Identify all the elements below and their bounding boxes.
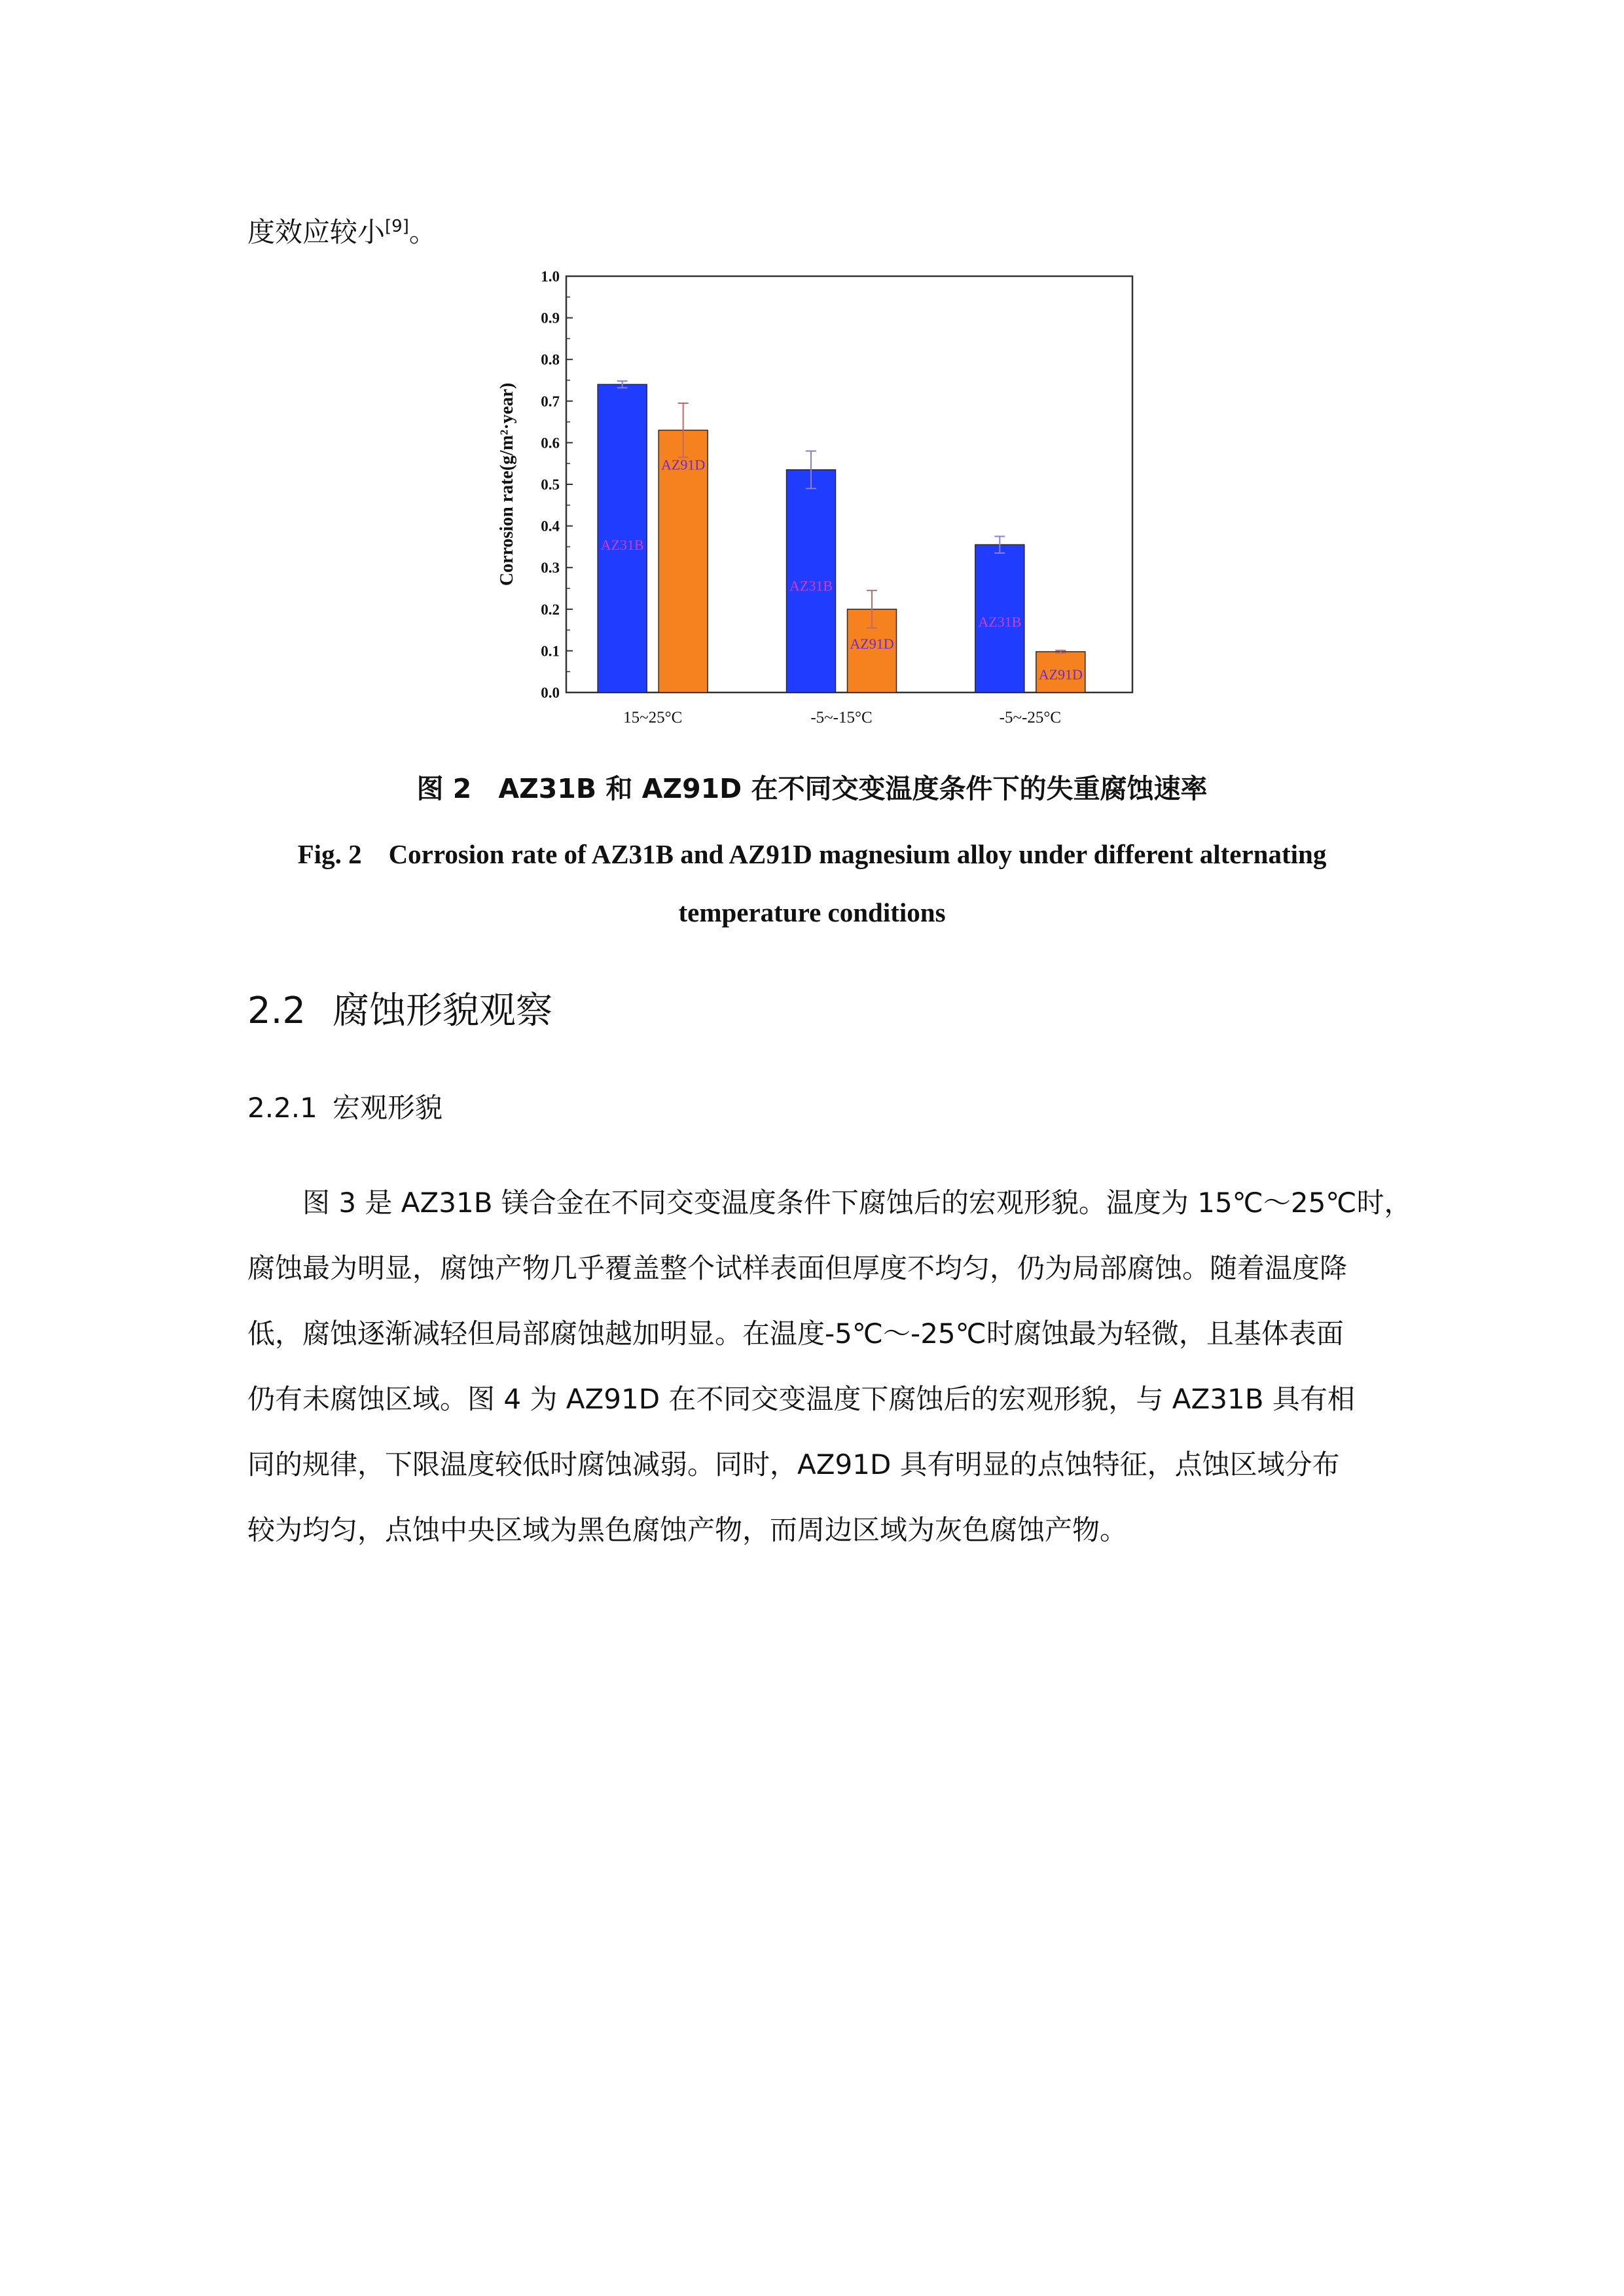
section-title: 腐蚀形貌观察: [333, 990, 552, 1032]
y-tick-label: 0.1: [541, 643, 560, 660]
y-tick-label: 0.7: [541, 393, 560, 410]
y-tick-label: 0.2: [541, 601, 560, 618]
y-axis-label: Corrosion rate(g/m²·year): [497, 382, 517, 586]
section-number: 2.2: [247, 990, 306, 1032]
y-tick-label: 0.5: [541, 476, 560, 493]
bar-label-az31b: AZ31B: [978, 613, 1022, 630]
paragraph-line: 仍有未腐蚀区域。图 4 为 AZ91D 在不同交变温度下腐蚀后的宏观形貌，与 AZ31B 具有相: [247, 1383, 1355, 1415]
y-tick-label: 0.6: [541, 435, 560, 452]
subsection-heading: [247, 1086, 442, 1126]
bar-label-az31b: AZ31B: [600, 537, 644, 554]
bar-label-az91d: AZ91D: [850, 635, 894, 652]
bar-label-az91d: AZ91D: [661, 456, 706, 473]
paragraph-line: 低，腐蚀逐渐减轻但局部腐蚀越加明显。在温度-5℃～-25℃时腐蚀最为轻微，且基体表面: [247, 1318, 1344, 1350]
x-tick-label: -5~-25°C: [999, 709, 1062, 726]
y-tick-label: 0.3: [541, 560, 560, 577]
figure-caption-en-line1: Fig. 2 Corrosion rate of AZ31B and AZ91D magnesium alloy under different alternating: [297, 839, 1327, 869]
y-tick-label: 0.8: [541, 351, 560, 368]
lead-text-main: 度效应较小: [247, 216, 386, 248]
subsection-number: 2.2.1: [247, 1092, 317, 1124]
y-tick-label: 0.0: [541, 685, 560, 701]
lead-text-end: 。: [408, 216, 437, 248]
paragraph-line: 腐蚀最为明显，腐蚀产物几乎覆盖整个试样表面但厚度不均匀，仍为局部腐蚀。随着温度降: [247, 1252, 1348, 1284]
lead-text: [247, 211, 437, 250]
figure-caption-cn: 图 2 AZ31B 和 AZ91D 在不同交变温度条件下的失重腐蚀速率: [416, 773, 1208, 804]
y-tick-label: 1.0: [541, 268, 560, 285]
figure-caption-en-line2: temperature conditions: [678, 897, 946, 927]
y-tick-label: 0.4: [541, 518, 560, 535]
x-tick-label: 15~25°C: [623, 709, 683, 726]
bar-label-az91d: AZ91D: [1038, 666, 1083, 683]
paragraph-line: 较为均匀，点蚀中央区域为黑色腐蚀产物，而周边区域为灰色腐蚀产物。: [247, 1514, 1128, 1546]
y-tick-label: 0.9: [541, 310, 560, 327]
section-heading: [247, 982, 552, 1034]
corrosion-rate-chart: [484, 255, 1159, 740]
citation-ref: [9]: [385, 217, 409, 236]
paragraph-line: 同的规律，下限温度较低时腐蚀减弱。同时，AZ91D 具有明显的点蚀特征，点蚀区域分布: [247, 1448, 1340, 1480]
subsection-title: 宏观形貌: [333, 1092, 443, 1124]
bar-label-az31b: AZ31B: [789, 577, 833, 594]
paragraph-line: 图 3 是 AZ31B 镁合金在不同交变温度条件下腐蚀后的宏观形貌。温度为 15℃～25℃时，: [302, 1187, 1412, 1219]
body-paragraph: [247, 1170, 1412, 1563]
x-tick-label: -5~-15°C: [810, 709, 873, 726]
